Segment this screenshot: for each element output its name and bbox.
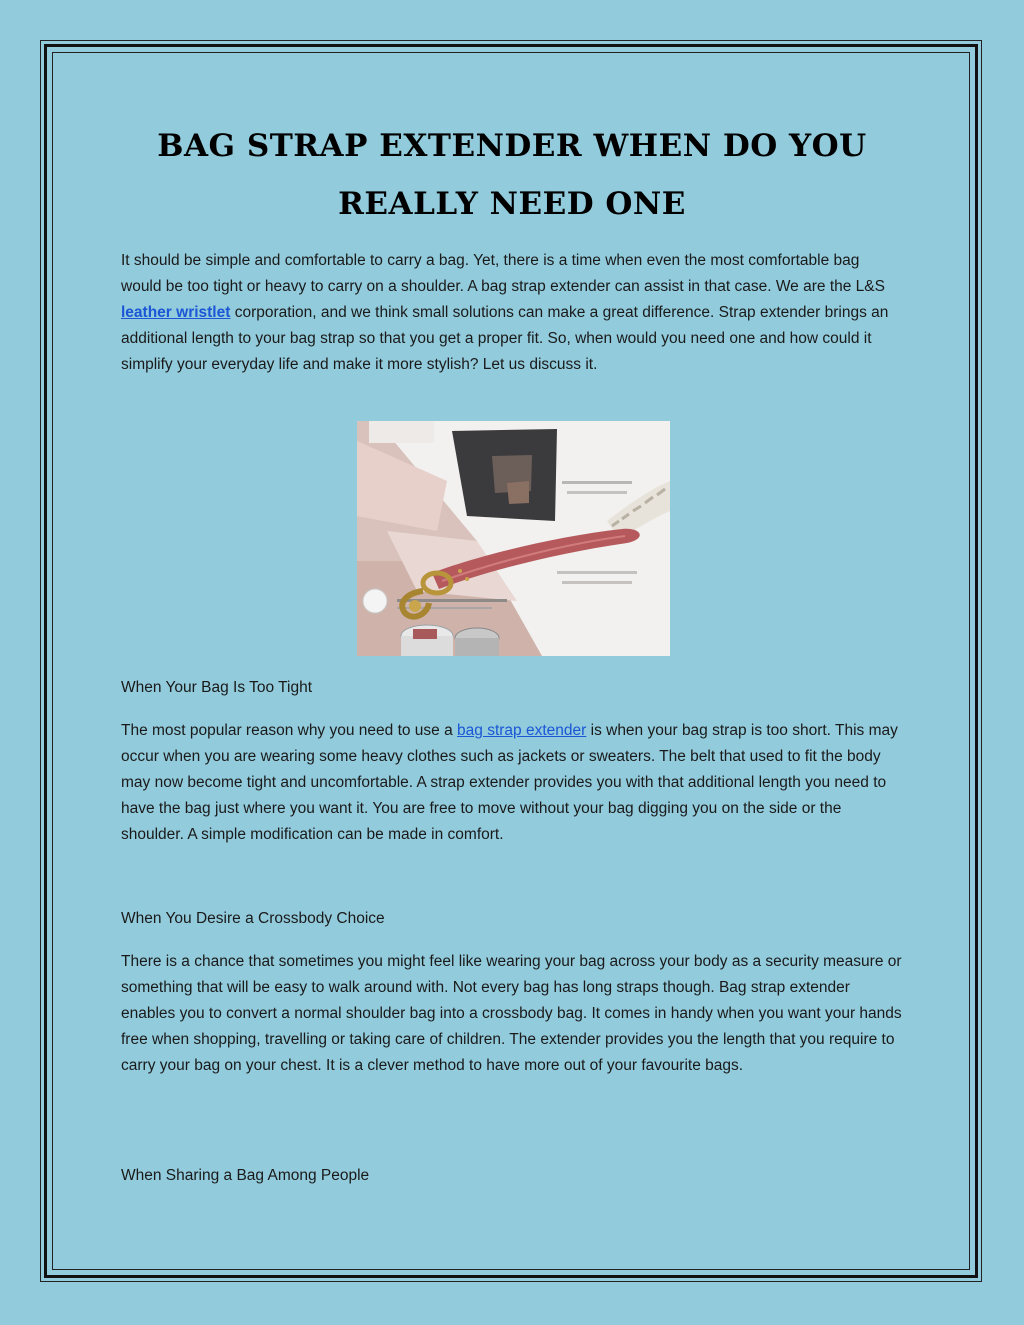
section1-text-start: The most popular reason why you need to use a [121, 722, 458, 739]
section-crossbody [121, 906, 903, 932]
section-sharing [121, 1163, 903, 1189]
intro-block [121, 248, 903, 378]
section-heading-crossbody: When You Desire a Crossbody Choice [121, 910, 385, 927]
intro-text-start: It should be simple and comfortable to carry a bag. Yet, there is a time when even the most comfortable bag would be too tight or heavy to carry on a shoulder. A bag strap extender can assist in that case. We are the L&S [121, 252, 885, 295]
section-paragraph-too-tight [121, 718, 903, 848]
intro-paragraph [121, 248, 903, 378]
page-title: BAG STRAP EXTENDER WHEN DO YOU REALLY NEED ONE [157, 128, 867, 222]
section1-text-end: is when your bag strap is too short. This may occur when you are wearing some heavy clothes such as jackets or sweaters. The belt that used to fit the body may now become tight and uncomfortable. A strap extender provides you with that additional length you need to have the bag just where you want it. You are free to move without your bag digging you on the side or the shoulder. A simple modification can be made in comfort. [121, 722, 898, 843]
section-crossbody-body [121, 949, 903, 1079]
section-too-tight-body [121, 718, 903, 848]
title-block [121, 117, 903, 233]
section-paragraph-crossbody: There is a chance that sometimes you might feel like wearing your bag across your body as a security measure or something that will be easy to walk around with. Not every bag has long straps though. Bag strap extender enables you to convert a normal shoulder bag into a crossbody bag. It comes in handy when you want your hands free when shopping, travelling or taking care of children. The extender provides you the length that you require to carry your bag on your chest. It is a clever method to have more out of your favourite bags. [121, 953, 902, 1074]
section-heading-sharing: When Sharing a Bag Among People [121, 1167, 370, 1184]
intro-text-end: corporation, and we think small solutions can make a great difference. Strap extender brings an additional length to your bag strap so that you get a proper fit. So, when would you need one and how could it simplify your everyday life and make it more stylish? Let us discuss it. [121, 303, 889, 373]
section-heading-too-tight: When Your Bag Is Too Tight [121, 679, 313, 696]
strap-extender-photo [357, 421, 670, 656]
section-too-tight [121, 675, 903, 701]
page-border-inner [52, 52, 970, 1270]
bag-strap-extender-link[interactable]: bag strap extender [457, 722, 587, 739]
leather-wristlet-link[interactable]: leather wristlet [121, 303, 231, 321]
